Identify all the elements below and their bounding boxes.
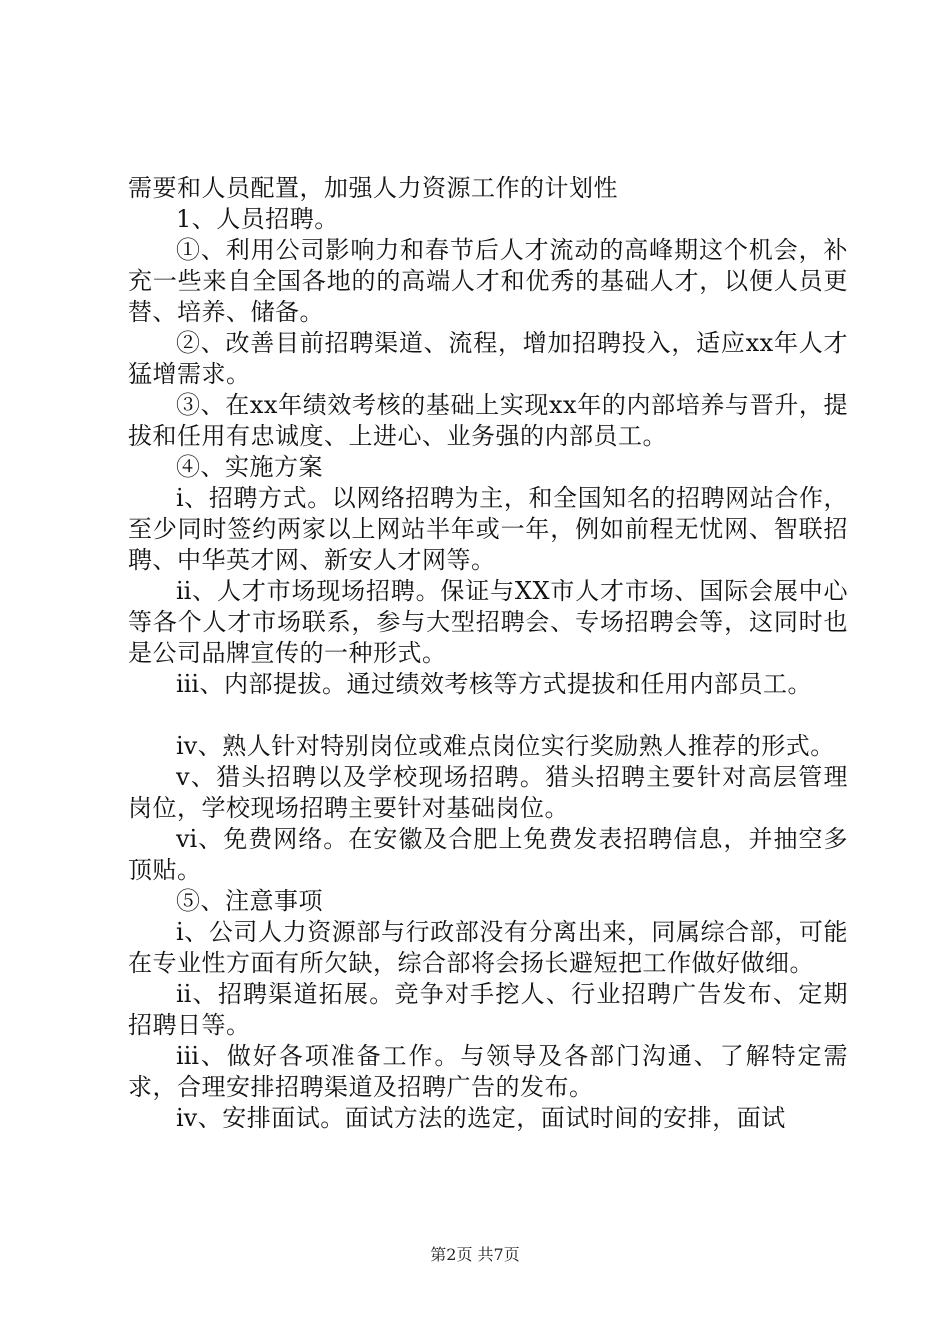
paragraph-item-3: ③、在xx年绩效考核的基础上实现xx年的内部培养与晋升，提拔和任用有忠诚度、上进心、业务强的内部员工。 [128, 391, 848, 450]
document-body [128, 173, 848, 1134]
paragraph-note-i: ⅰ、公司人力资源部与行政部没有分离出来，同属综合部，可能在专业性方面有所欠缺，综合部将会扬长避短把工作做好做细。 [128, 918, 848, 977]
paragraph-plan-vi: ⅵ、免费网络。在安徽及合肥上免费发表招聘信息，并抽空多顶贴。 [128, 825, 848, 884]
paragraph-continuation: 需要和人员配置，加强人力资源工作的计划性 [128, 174, 618, 202]
paragraph-item-5-heading: ⑤、注意事项 [176, 887, 323, 915]
paragraph-item-2: ②、改善目前招聘渠道、流程，增加招聘投入，适应xx年人才猛增需求。 [128, 329, 848, 388]
paragraph-plan-ii: ⅱ、人才市场现场招聘。保证与XX市人才市场、国际会展中心等各个人才市场联系，参与大型招聘会、专场招聘会等，这同时也是公司品牌宣传的一种形式。 [128, 577, 848, 667]
paragraph-note-iii: ⅲ、做好各项准备工作。与领导及各部门沟通、了解特定需求，合理安排招聘渠道及招聘广告的发布。 [128, 1042, 848, 1101]
paragraph-plan-v: ⅴ、猎头招聘以及学校现场招聘。猎头招聘主要针对高层管理岗位，学校现场招聘主要针对基础岗位。 [128, 763, 848, 822]
paragraph-note-ii: ⅱ、招聘渠道拓展。竞争对手挖人、行业招聘广告发布、定期招聘日等。 [128, 980, 848, 1039]
page-footer: 第2页 共7页 [430, 1245, 520, 1264]
paragraph-plan-i: ⅰ、招聘方式。以网络招聘为主，和全国知名的招聘网站合作，至少同时签约两家以上网站半年或一年，例如前程无忧网、智联招聘、中华英才网、新安人才网等。 [128, 484, 848, 574]
paragraph-item-1: ①、利用公司影响力和春节后人才流动的高峰期这个机会，补充一些来自全国各地的的高端人才和优秀的基础人才，以便人员更替、培养、储备。 [128, 236, 848, 326]
paragraph-plan-iv: ⅳ、熟人针对特别岗位或难点岗位实行奖励熟人推荐的形式。 [176, 732, 835, 760]
paragraph-note-iv: ⅳ、安排面试。面试方法的选定，面试时间的安排，面试 [176, 1104, 786, 1132]
paragraph-item-4-heading: ④、实施方案 [176, 453, 323, 481]
paragraph-section-recruitment: 1、人员招聘。 [176, 205, 339, 233]
paragraph-plan-iii: ⅲ、内部提拔。通过绩效考核等方式提拔和任用内部员工。 [176, 670, 813, 698]
